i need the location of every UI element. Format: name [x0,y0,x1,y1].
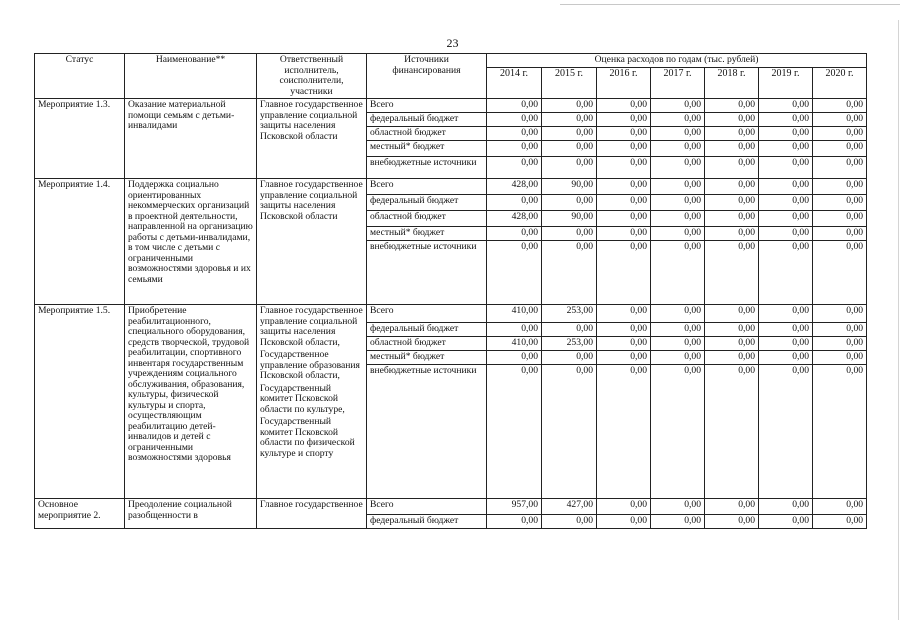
amount-cell: 0,00 [759,515,813,529]
amount-cell: 0,00 [759,127,813,141]
amount-cell: 0,00 [651,337,705,351]
amount-cell: 0,00 [651,351,705,365]
amount-cell: 0,00 [597,99,651,113]
amount-cell: 253,00 [542,305,597,323]
row-status: Мероприятие 1.5. [35,305,125,499]
budget-table [34,53,867,529]
amount-cell: 0,00 [542,227,597,241]
amount-cell: 0,00 [597,365,651,499]
source-label: областной бюджет [367,337,487,351]
source-label: Всего [367,305,487,323]
amount-cell: 0,00 [487,323,542,337]
executor-line: Государственное управление образования Псковской области, [260,349,360,381]
header-status: Статус [35,54,125,99]
amount-cell: 0,00 [542,127,597,141]
source-label: местный* бюджет [367,141,487,157]
amount-cell: 427,00 [542,499,597,515]
amount-cell: 0,00 [487,157,542,179]
executor-line: Государственный комитет Псковской области по физической культуре и спорту [260,416,355,459]
amount-cell: 0,00 [597,305,651,323]
amount-cell: 0,00 [705,141,759,157]
header-year: 2016 г. [597,68,651,99]
header-year: 2017 г. [651,68,705,99]
amount-cell: 0,00 [651,179,705,195]
row-executor [257,179,367,305]
amount-cell: 0,00 [759,141,813,157]
amount-cell: 0,00 [705,127,759,141]
row-status: Основное мероприятие 2. [35,499,125,529]
page-number: 23 [446,36,459,50]
amount-cell: 0,00 [487,195,542,211]
header-year: 2014 г. [487,68,542,99]
table-row [35,99,867,113]
amount-cell: 0,00 [705,99,759,113]
amount-cell: 0,00 [813,179,867,195]
amount-cell: 0,00 [651,195,705,211]
amount-cell: 0,00 [759,227,813,241]
amount-cell: 253,00 [542,337,597,351]
amount-cell: 0,00 [759,241,813,305]
row-name: Поддержка социально ориентированных некоммерческих организаций в проектной деятельности, направленной на организацию работы с детьми-инвалидами, в том числе с детьми с ограниченными возможностями здоровья и их семьями [125,179,257,305]
header-executor: Ответственный исполнитель, соисполнители, участники [257,54,367,99]
executor-line: Главное государственное управление социальной защиты населения Псковской области [260,179,363,222]
amount-cell: 0,00 [487,141,542,157]
executor-line: Главное государственное управление социальной защиты населения Псковской области [260,99,363,142]
amount-cell: 0,00 [759,351,813,365]
source-label: Всего [367,179,487,195]
amount-cell: 0,00 [542,515,597,529]
amount-cell: 0,00 [813,323,867,337]
amount-cell: 0,00 [542,141,597,157]
amount-cell: 0,00 [487,351,542,365]
amount-cell: 0,00 [759,99,813,113]
amount-cell: 0,00 [705,195,759,211]
amount-cell: 0,00 [813,195,867,211]
amount-cell: 0,00 [759,337,813,351]
amount-cell: 0,00 [542,351,597,365]
amount-cell: 0,00 [651,305,705,323]
amount-cell: 0,00 [487,241,542,305]
amount-cell: 0,00 [487,515,542,529]
row-name: Преодоление социальной разобщенности в [125,499,257,529]
amount-cell: 90,00 [542,179,597,195]
header-sources: Источники финансирования [367,54,487,99]
amount-cell: 0,00 [542,195,597,211]
amount-cell: 0,00 [813,515,867,529]
amount-cell: 428,00 [487,211,542,227]
amount-cell: 0,00 [705,323,759,337]
header-year: 2018 г. [705,68,759,99]
amount-cell: 0,00 [597,351,651,365]
amount-cell: 0,00 [705,113,759,127]
amount-cell: 0,00 [813,365,867,499]
source-label: областной бюджет [367,127,487,141]
amount-cell: 0,00 [813,305,867,323]
executor-line: Главное государственное управление социальной защиты населения Псковской области, [260,305,363,348]
amount-cell: 0,00 [597,113,651,127]
amount-cell: 0,00 [651,499,705,515]
amount-cell: 0,00 [597,211,651,227]
header-year: 2015 г. [542,68,597,99]
amount-cell: 0,00 [597,499,651,515]
amount-cell: 0,00 [705,227,759,241]
row-executor [257,305,367,499]
amount-cell: 957,00 [487,499,542,515]
amount-cell: 0,00 [813,241,867,305]
amount-cell: 0,00 [813,157,867,179]
amount-cell: 0,00 [705,305,759,323]
header-name: Наименование** [125,54,257,99]
source-label: внебюджетные источники [367,365,487,499]
amount-cell: 0,00 [759,157,813,179]
amount-cell: 0,00 [759,113,813,127]
amount-cell: 0,00 [813,141,867,157]
amount-cell: 0,00 [759,211,813,227]
table-row [35,179,867,195]
row-name: Приобретение реабилитационного, специального оборудования, средств творческой, трудовой реабилитации, спортивного инвентаря государственным учреждениям социального обслуживания, образования, культуры, физической культуры и спорта, осуществляющим реабилитацию детей-инвалидов и детей с ограниченными возможностями здоровья [125,305,257,499]
amount-cell: 0,00 [651,241,705,305]
header-estimate: Оценка расходов по годам (тыс. рублей) [487,54,867,68]
amount-cell: 410,00 [487,337,542,351]
amount-cell: 0,00 [759,179,813,195]
table-row [35,499,867,515]
amount-cell: 0,00 [705,515,759,529]
row-name: Оказание материальной помощи семьям с детьми-инвалидами [125,99,257,179]
row-executor [257,499,367,529]
amount-cell: 0,00 [813,99,867,113]
amount-cell: 0,00 [597,179,651,195]
executor-line: Государственный комитет Псковской области по культуре, [260,382,345,415]
source-label: областной бюджет [367,211,487,227]
row-status: Мероприятие 1.3. [35,99,125,179]
amount-cell: 0,00 [597,515,651,529]
amount-cell: 0,00 [813,127,867,141]
scan-artifact-right [898,20,899,620]
amount-cell: 0,00 [651,141,705,157]
amount-cell: 0,00 [487,113,542,127]
amount-cell: 0,00 [542,365,597,499]
amount-cell: 0,00 [542,99,597,113]
row-executor [257,99,367,179]
amount-cell: 0,00 [705,499,759,515]
amount-cell: 0,00 [597,323,651,337]
executor-line: Главное государственное [260,499,363,510]
amount-cell: 0,00 [813,227,867,241]
amount-cell: 0,00 [705,157,759,179]
source-label: местный* бюджет [367,351,487,365]
source-label: федеральный бюджет [367,195,487,211]
amount-cell: 0,00 [813,211,867,227]
amount-cell: 0,00 [813,113,867,127]
amount-cell: 0,00 [651,99,705,113]
source-label: Всего [367,99,487,113]
amount-cell: 0,00 [487,365,542,499]
table-row [35,305,867,323]
amount-cell: 0,00 [705,365,759,499]
amount-cell: 0,00 [651,515,705,529]
amount-cell: 0,00 [705,241,759,305]
amount-cell: 0,00 [759,365,813,499]
row-status: Мероприятие 1.4. [35,179,125,305]
amount-cell: 0,00 [705,337,759,351]
amount-cell: 0,00 [597,141,651,157]
amount-cell: 0,00 [759,499,813,515]
amount-cell: 0,00 [597,157,651,179]
amount-cell: 0,00 [651,227,705,241]
header-year: 2019 г. [759,68,813,99]
amount-cell: 0,00 [705,211,759,227]
amount-cell: 0,00 [813,337,867,351]
scan-artifact-top [560,4,900,5]
amount-cell: 0,00 [597,241,651,305]
amount-cell: 410,00 [487,305,542,323]
amount-cell: 0,00 [542,323,597,337]
source-label: внебюджетные источники [367,157,487,179]
amount-cell: 0,00 [487,127,542,141]
amount-cell: 0,00 [542,241,597,305]
amount-cell: 0,00 [597,127,651,141]
amount-cell: 90,00 [542,211,597,227]
amount-cell: 0,00 [651,113,705,127]
amount-cell: 0,00 [759,323,813,337]
amount-cell: 0,00 [651,365,705,499]
table-body [35,99,867,529]
source-label: федеральный бюджет [367,113,487,127]
amount-cell: 0,00 [487,99,542,113]
source-label: федеральный бюджет [367,515,487,529]
amount-cell: 0,00 [651,211,705,227]
source-label: федеральный бюджет [367,323,487,337]
source-label: местный* бюджет [367,227,487,241]
amount-cell: 0,00 [542,157,597,179]
amount-cell: 0,00 [651,127,705,141]
amount-cell: 0,00 [705,179,759,195]
amount-cell: 0,00 [542,113,597,127]
source-label: Всего [367,499,487,515]
amount-cell: 428,00 [487,179,542,195]
amount-cell: 0,00 [597,195,651,211]
amount-cell: 0,00 [597,337,651,351]
header-year: 2020 г. [813,68,867,99]
amount-cell: 0,00 [651,157,705,179]
amount-cell: 0,00 [597,227,651,241]
amount-cell: 0,00 [487,227,542,241]
amount-cell: 0,00 [651,323,705,337]
source-label: внебюджетные источники [367,241,487,305]
amount-cell: 0,00 [813,499,867,515]
amount-cell: 0,00 [705,351,759,365]
amount-cell: 0,00 [759,195,813,211]
amount-cell: 0,00 [813,351,867,365]
amount-cell: 0,00 [759,305,813,323]
